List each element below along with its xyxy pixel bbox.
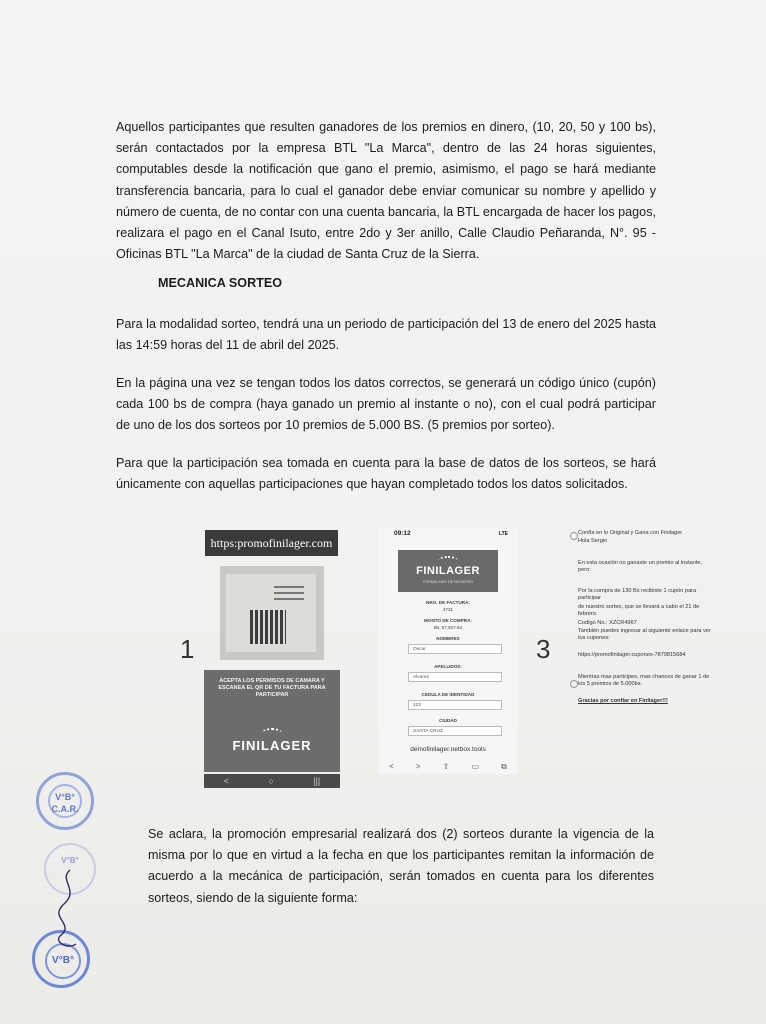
finilager-logo-box — [398, 550, 498, 592]
browser-url[interactable]: demofinilager.netbox.tools — [410, 746, 486, 753]
scan-instructions-text: ACEPTA LOS PERMISOS DE CAMARA Y ESCANEA EL QR DE TU FACTURA PARA PARTICIPAR — [218, 678, 326, 698]
field-value: Bs. 57,927.84 — [433, 625, 463, 630]
registration-form-screenshot — [378, 528, 518, 774]
name-input[interactable]: Oscar — [408, 644, 502, 654]
message-line: En esta ocasión no ganaste un premio al instante, pero: — [578, 560, 703, 573]
status-time: 09:12 — [394, 530, 411, 537]
field-value: 4731 — [442, 607, 454, 612]
logo-arc-icon — [262, 728, 282, 738]
qr-code-icon — [250, 610, 286, 644]
scan-instructions-card — [204, 670, 340, 772]
coupon-link[interactable]: https://promofinilager.cupones-7879815684 — [578, 652, 686, 658]
browser-nav-bar — [378, 762, 518, 772]
home-icon[interactable]: ○ — [268, 776, 274, 786]
thanks-line: Gracias por confiar en Finilager!!! — [578, 698, 668, 704]
forward-icon[interactable]: > — [415, 762, 421, 771]
finilager-logo: FINILAGER — [232, 738, 312, 753]
receipt-photo — [220, 566, 324, 660]
message-line: Por la compra de 130 Bs recibiste 1 cupón para participar — [578, 588, 697, 601]
field-label: NOMBRES — [436, 636, 460, 641]
coupon-code: Codigo No.: XZCR4967 — [578, 620, 637, 626]
stamp-text: V°B° — [61, 856, 79, 865]
field-label: APELLIDOS: — [434, 664, 462, 669]
tabs-icon[interactable]: ⧉ — [501, 762, 507, 771]
stamp-text: V°B° — [45, 943, 81, 979]
recents-icon[interactable]: ||| — [313, 776, 321, 786]
message-line: Hola Sergio — [578, 538, 608, 544]
id-input[interactable]: 123 — [408, 700, 502, 710]
network-indicator: LTE — [498, 531, 508, 537]
paragraph-coupon: En la página una vez se tengan todos los datos correctos, se generará un código único (cupón) cada 100 bs de compra (haya ganado un premio al instante o no), con el cual podrá participar de uno de los dos sorteos por 10 premios de 5.000 BS. (5 premios por sorteo). — [116, 376, 656, 433]
field-label: CEDULA DE IDENTIDAD — [421, 692, 475, 697]
back-icon[interactable]: < — [223, 776, 229, 786]
back-icon[interactable]: < — [389, 762, 394, 771]
smile-icon — [570, 532, 578, 540]
confirmation-message — [570, 528, 720, 778]
bookmarks-icon[interactable]: ▭ — [471, 762, 480, 771]
message-line: Mientras mas participes, mas chances de ganar 1 de los 5 premios de 5.000bs. — [578, 674, 710, 687]
city-select[interactable]: SANTA CRUZ — [408, 726, 502, 736]
paragraph-period: Para la modalidad sorteo, tendrá una un periodo de participación del 13 de enero del 2025 hasta las 14:59 horas del 11 de abril del 2025. — [116, 317, 656, 353]
panel1-nav-bar — [204, 774, 340, 788]
field-label: MONTO DE COMPRA: — [424, 618, 472, 623]
handwritten-signature — [50, 860, 90, 960]
approval-stamp — [36, 772, 94, 830]
paragraph-participation: Para que la participación sea tomada en cuenta para la base de datos de los sorteos, se hará únicamente con aquellas participaciones que hayan completado todos los datos solicitados. — [116, 456, 656, 492]
surname-input[interactable]: Alvarez — [408, 672, 502, 682]
field-label: CIUDAD — [439, 718, 457, 723]
logo-arc-icon — [438, 556, 458, 565]
logo-subtitle: FORMULARIO DE REGISTRO — [423, 580, 473, 584]
message-line: También puedes ingresar al siguiente enlace para ver tus cupones: — [578, 628, 711, 641]
phone-status-bar — [378, 528, 518, 544]
message-line: de nuestro sorteo, que se llevará a cabo el 21 de febrero. — [578, 604, 700, 617]
link-icon — [570, 680, 578, 688]
step-number-3: 3 — [536, 634, 551, 664]
paragraph-draws: Se aclara, la promoción empresarial realizará dos (2) sorteos durante la vigencia de la misma por lo que en virtud a la fecha en que los participantes remitan la información de acuerdo a la mecánica de participación, serán tomados en cuenta para los diferentes sorteos, siendo de la siguiente forma: — [148, 827, 654, 905]
field-label: NRO. DE FACTURA: — [426, 600, 470, 605]
step-number-1: 1 — [180, 634, 195, 664]
section-heading: MECANICA SORTEO — [158, 276, 283, 290]
stamp-text: V°B° C.A.R. — [48, 784, 82, 818]
share-icon[interactable]: ⇧ — [442, 762, 450, 771]
message-line: Confía en lo Original y Gana con Finilager — [578, 530, 683, 536]
panel1-url-banner: https:promofinilager.com — [205, 530, 338, 556]
finilager-logo: FINILAGER — [416, 565, 480, 577]
paragraph-prize-payment: Aquellos participantes que resulten ganadores de los premios en dinero, (10, 20, 50 y 100 bs), serán contactados por la empresa BTL "La Marca", dentro de las 24 horas siguientes, computables desde la notificación que gano el premio, asimismo, el pago se hará mediante transferencia bancaria, para lo cual el ganador debe enviar comunicar su nombre y apellido y número de cuenta, de no contar con una cuenta bancaria, la BTL encargada de hacer los pagos, realizara el pago en el Canal Isuto, entre 2do y 3er anillo, Calle Claudio Peñaranda, N°. 95 - Oficinas BTL "La Marca" de la ciudad de Santa Cruz de la Sierra. — [116, 120, 656, 262]
